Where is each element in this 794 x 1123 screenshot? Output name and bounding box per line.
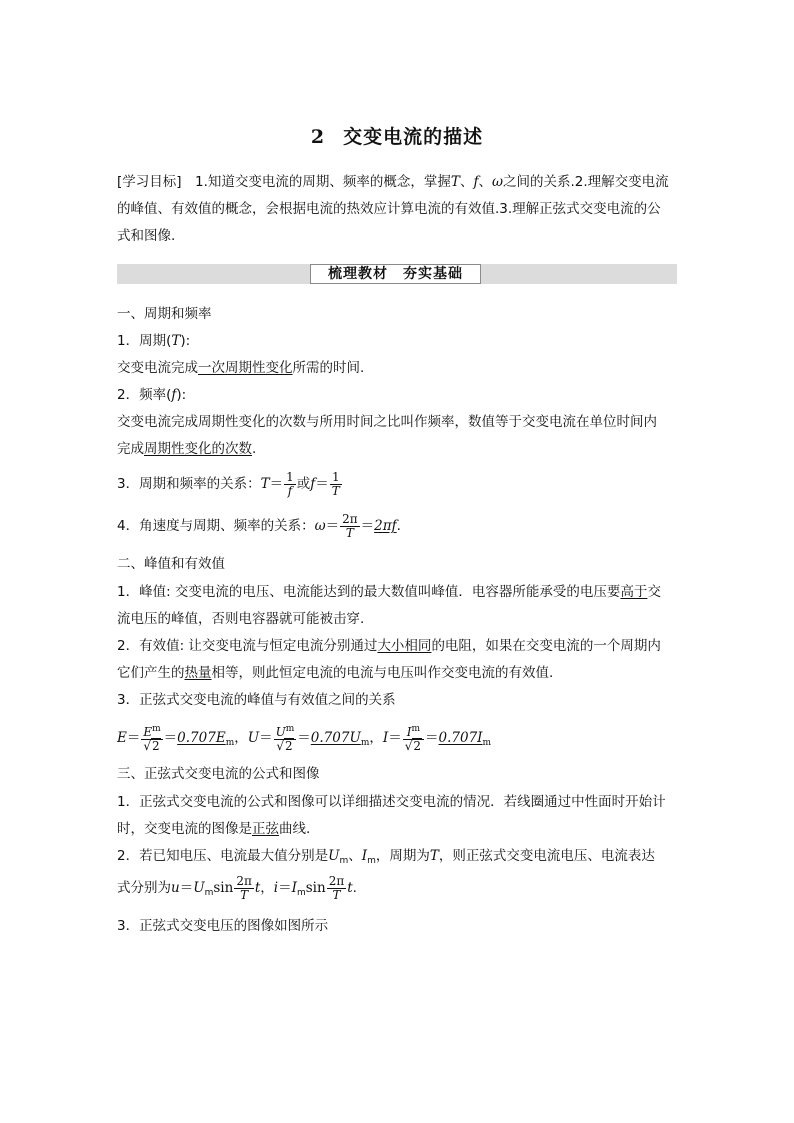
underlined-answer: 一次周期性变化	[198, 360, 293, 376]
var-omega: ω	[491, 174, 503, 190]
sine-description-1: 1．正弦式交变电流的公式和图像可以详细描述交变电流的情况．若线圈通过中性面时开始计	[117, 794, 666, 810]
var-T: T	[171, 333, 181, 349]
period-definition	[117, 360, 682, 377]
text: 曲线.	[279, 821, 311, 837]
label-text: ):	[176, 387, 187, 403]
peak-effective-relation-label: 3．正弦式交变电流的峰值与有效值之间的关系	[117, 692, 396, 708]
section-2-heading: 二、峰值和有效值	[117, 556, 225, 572]
denominator: T	[332, 887, 341, 902]
label-text: 1．周期(	[117, 333, 172, 349]
denominator: T	[331, 483, 340, 498]
text: 式分别为	[117, 880, 171, 896]
peak-definition-1	[117, 584, 682, 601]
section-banner-label: 梳理教材 夯实基础	[310, 264, 481, 284]
equals: ＝	[388, 730, 402, 746]
period-frequency-relation	[117, 470, 682, 498]
text: .	[252, 441, 257, 457]
var-I: I	[406, 725, 412, 739]
var-U: U	[275, 725, 286, 739]
denominator: √2	[276, 739, 293, 753]
var-omega: ω	[314, 518, 326, 534]
numerator: 2π	[342, 511, 358, 526]
equals: ＝	[163, 730, 178, 746]
var-U: U	[247, 730, 260, 746]
text: 相等，则此恒定电流的电流与电压叫作交变电流的有效值.	[211, 665, 554, 681]
numerator: 2π	[328, 873, 345, 888]
var-I: I	[382, 730, 389, 746]
subscript-m: m	[296, 888, 306, 898]
value: 0.707I	[438, 730, 483, 746]
numerator: 2π	[236, 873, 252, 888]
underlined-answer	[311, 730, 370, 746]
var-U: U	[328, 848, 340, 864]
underlined-answer: 2πf	[374, 518, 397, 534]
equals: ＝	[425, 730, 439, 746]
equals: ＝	[297, 730, 311, 746]
underlined-answer: 热量	[184, 665, 212, 681]
numerator: 1	[330, 471, 342, 485]
equals: ＝	[278, 880, 292, 896]
text: 的电阻，如果在交变电流的一个周期内	[431, 638, 661, 654]
subscript-m: m	[204, 888, 214, 898]
equals: ＝	[360, 518, 375, 534]
denominator: T	[240, 887, 249, 902]
text: 交变电流完成	[117, 360, 198, 376]
fraction	[340, 513, 360, 540]
underlined-answer: 正弦	[252, 821, 279, 837]
equals: ＝	[325, 518, 340, 534]
sin: sin	[213, 880, 234, 896]
separator: 、	[478, 174, 492, 190]
text: 2．若已知电压、电流最大值分别是	[117, 848, 329, 864]
subscript-m: m	[482, 738, 492, 748]
var-I: I	[291, 880, 297, 896]
fraction	[403, 723, 424, 753]
fraction	[284, 471, 296, 498]
label-text: 4．角速度与周期、频率的关系：	[117, 518, 315, 534]
objectives-text: [学习目标] 1.知道交变电流的周期、频率的概念，掌握	[117, 174, 451, 190]
text: ，则正弦式交变电流电压、电流表达	[438, 848, 655, 864]
subscript-m: m	[339, 856, 349, 866]
var-E: E	[143, 725, 153, 739]
radicand: 2	[413, 739, 422, 753]
var-t: t	[254, 880, 261, 896]
denominator: f	[287, 483, 293, 498]
label-text: ):	[180, 333, 191, 349]
subscript-m: m	[225, 738, 235, 748]
text: 完成	[117, 441, 144, 457]
underlined-answer: 大小相同	[377, 638, 432, 654]
frequency-label	[117, 387, 682, 404]
fraction	[274, 723, 297, 753]
comma: ，	[234, 730, 248, 746]
underlined-answer	[439, 730, 492, 746]
sine-description-2	[117, 821, 682, 838]
var-E: E	[117, 730, 127, 746]
objectives-line-2: 的峰值、有效值的概念，会根据电流的热效应计算电流的有效值.3.理解正弦式交变电流的公	[117, 201, 661, 217]
frequency-definition-1: 交变电流完成周期性变化的次数与所用时间之比叫作频率，数值等于交变电流在单位时间内	[117, 414, 657, 430]
fraction	[141, 723, 162, 753]
label-text: 2．频率(	[117, 387, 172, 403]
text: 1．峰值: 交变电流的电压、电流能达到的最大数值叫峰值．电容器所能承受的电压要	[117, 584, 621, 600]
var-T: T	[260, 476, 270, 492]
frequency-definition-2	[117, 441, 682, 458]
var-i: i	[273, 880, 279, 896]
objectives-line-3: 式和图像.	[117, 228, 176, 244]
subscript-m: m	[360, 738, 370, 748]
var-T: T	[429, 848, 439, 864]
comma: ，	[260, 880, 274, 896]
effective-definition-1	[117, 638, 682, 655]
separator: 、	[348, 848, 362, 864]
effective-definition-2	[117, 665, 682, 682]
subscript-m: m	[285, 724, 295, 734]
var-f: f	[171, 387, 177, 403]
equals: ＝	[259, 730, 273, 746]
subscript-m: m	[367, 856, 376, 866]
sin: sin	[305, 880, 326, 896]
sine-graph-caption: 3．正弦式交变电压的图像如图所示	[117, 918, 329, 934]
equals: ＝	[315, 476, 329, 492]
sine-expression-line-2	[117, 872, 682, 909]
text: 时，交变电流的图像是	[117, 821, 252, 837]
label-text: 3．周期和频率的关系：	[117, 476, 261, 492]
text: ，周期为	[375, 848, 430, 864]
comma: ，	[369, 730, 383, 746]
numerator: 1	[286, 469, 294, 484]
radicand: 2	[284, 739, 293, 753]
equals: ＝	[179, 880, 194, 896]
text: 交	[647, 584, 661, 600]
denominator: T	[345, 525, 354, 540]
fraction	[330, 471, 342, 498]
fraction	[327, 875, 347, 902]
var-t: t	[347, 880, 353, 896]
period-label	[117, 333, 682, 350]
radicand: 2	[152, 739, 160, 753]
title-number: 2	[310, 126, 326, 148]
underlined-answer: 周期性变化的次数	[144, 441, 252, 457]
text: .	[396, 518, 401, 534]
value: 0.707U	[310, 730, 361, 746]
peak-effective-formulas	[117, 722, 682, 759]
text: .	[352, 880, 357, 896]
denominator: √2	[404, 739, 422, 753]
section-3-heading: 三、正弦式交变电流的公式和图像	[117, 766, 320, 782]
subscript-m: m	[411, 724, 421, 734]
var-u: u	[171, 880, 180, 896]
page-title	[0, 122, 794, 149]
fraction	[234, 875, 254, 902]
var-f: f	[473, 174, 479, 190]
text: 或	[296, 476, 311, 492]
underlined-answer	[177, 730, 234, 746]
section-1-heading: 一、周期和频率	[117, 306, 212, 322]
underlined-answer: 高于	[620, 584, 648, 600]
denominator: √2	[143, 739, 160, 753]
var-f: f	[310, 476, 316, 492]
sine-expression-line-1	[117, 848, 682, 870]
var-T: T	[450, 174, 460, 190]
text: 它们产生的	[117, 665, 185, 681]
angular-velocity-relation	[117, 512, 682, 540]
var-U: U	[193, 880, 205, 896]
peak-definition-2: 流电压的峰值，否则电容器就可能被击穿.	[117, 611, 365, 627]
text: 2．有效值: 让交变电流与恒定电流分别通过	[117, 638, 378, 654]
text: 所需的时间.	[292, 360, 365, 376]
var-I: I	[361, 848, 368, 864]
objectives-line-1	[117, 174, 682, 191]
value: 0.707E	[177, 730, 226, 746]
equals: ＝	[269, 476, 284, 492]
separator: 、	[459, 174, 474, 190]
title-text: 交变电流的描述	[343, 126, 484, 148]
subscript-m: m	[152, 724, 161, 734]
equals: ＝	[126, 730, 141, 746]
objectives-text: 之间的关系.2.理解交变电流	[502, 174, 669, 190]
